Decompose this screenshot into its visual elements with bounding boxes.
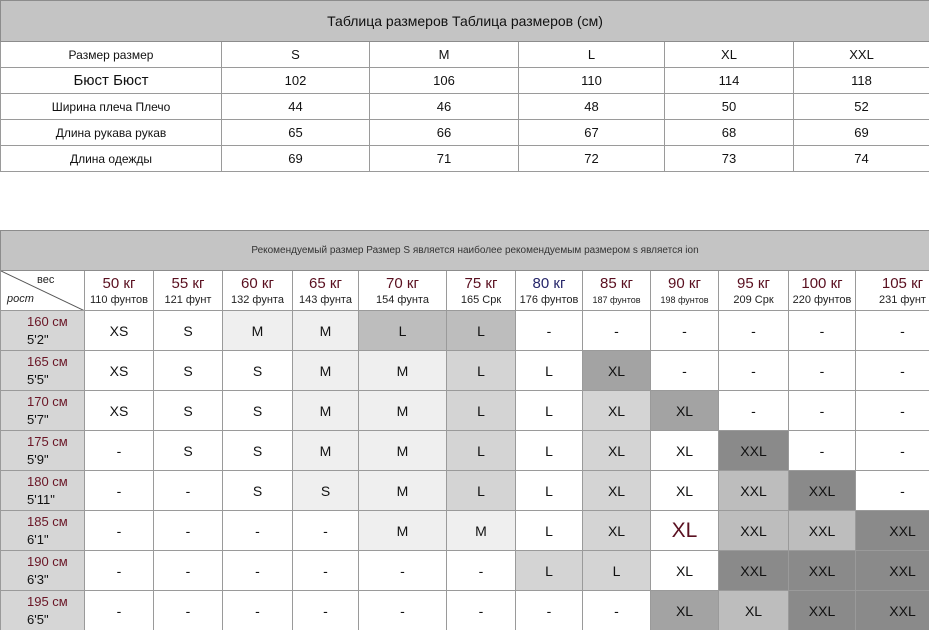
size-cell: S bbox=[223, 391, 293, 431]
size-cell: XL bbox=[651, 431, 719, 471]
size-cell: S bbox=[154, 431, 223, 471]
size-header-cell: M bbox=[370, 42, 519, 68]
size-cell: S bbox=[293, 471, 359, 511]
weight-kg: 95 кг bbox=[737, 275, 770, 292]
size-cell: XXL bbox=[719, 511, 789, 551]
recommendation-title: Рекомендуемый размер Размер S является наиболее рекомендуемым размером s является ion bbox=[1, 231, 929, 271]
size-cell: - bbox=[223, 591, 293, 630]
size-cell: - bbox=[293, 511, 359, 551]
measurement-row bbox=[1, 146, 929, 172]
size-cell: - bbox=[651, 351, 719, 391]
measurement-label: Длина рукава рукав bbox=[1, 120, 222, 146]
weight-kg: 105 кг bbox=[881, 275, 924, 292]
weight-header-cell bbox=[719, 271, 789, 311]
size-cell: XS bbox=[85, 351, 154, 391]
weight-header-row bbox=[1, 271, 929, 311]
size-cell: L bbox=[516, 511, 583, 551]
height-ft: 5'11" bbox=[27, 491, 55, 507]
size-cell: XS bbox=[85, 311, 154, 351]
measurement-value: 67 bbox=[519, 120, 665, 146]
size-cell: - bbox=[856, 391, 929, 431]
measurement-value: 102 bbox=[222, 68, 370, 94]
size-cell: - bbox=[154, 471, 223, 511]
size-cell: XXL bbox=[719, 471, 789, 511]
weight-kg: 90 кг bbox=[668, 275, 701, 292]
weight-lb: 209 Срк bbox=[733, 294, 774, 306]
size-cell: XL bbox=[651, 551, 719, 591]
weight-kg: 65 кг bbox=[309, 275, 342, 292]
size-cell: XXL bbox=[719, 551, 789, 591]
size-cell: M bbox=[447, 511, 516, 551]
measurement-label: Длина одежды bbox=[1, 146, 222, 172]
size-cell: L bbox=[447, 311, 516, 351]
height-row bbox=[1, 551, 929, 591]
height-cm: 170 см bbox=[27, 393, 68, 409]
size-cell: - bbox=[447, 591, 516, 630]
recommendation-title-row bbox=[1, 231, 929, 271]
size-chart-title-row bbox=[1, 1, 929, 42]
size-cell: - bbox=[85, 431, 154, 471]
size-cell: - bbox=[719, 351, 789, 391]
weight-header-cell bbox=[516, 271, 583, 311]
corner-cell bbox=[1, 271, 85, 311]
size-cell: L bbox=[516, 471, 583, 511]
size-cell: XXL bbox=[856, 511, 929, 551]
size-cell: L bbox=[516, 391, 583, 431]
weight-lb: 121 фунт bbox=[164, 294, 212, 306]
size-chart-header-row bbox=[1, 42, 929, 68]
size-cell: XL bbox=[583, 351, 651, 391]
size-cell: S bbox=[154, 391, 223, 431]
weight-lb: 198 фунтов bbox=[660, 295, 709, 305]
weight-lb: 220 фунтов bbox=[792, 294, 852, 306]
measurement-value: 118 bbox=[794, 68, 929, 94]
size-cell: M bbox=[359, 471, 447, 511]
measurement-value: 68 bbox=[665, 120, 794, 146]
height-header-cell bbox=[1, 391, 85, 431]
size-header-cell: S bbox=[222, 42, 370, 68]
size-chart-table bbox=[0, 0, 929, 172]
size-cell: - bbox=[359, 591, 447, 630]
size-cell: XL bbox=[719, 591, 789, 630]
size-cell: L bbox=[583, 551, 651, 591]
height-cm: 185 см bbox=[27, 513, 68, 529]
weight-header-cell bbox=[447, 271, 516, 311]
size-cell: - bbox=[789, 351, 856, 391]
size-cell: - bbox=[856, 351, 929, 391]
weight-lb: 165 Срк bbox=[460, 294, 502, 306]
weight-kg: 55 кг bbox=[171, 275, 205, 292]
measurement-value: 69 bbox=[794, 120, 929, 146]
weight-header-cell bbox=[154, 271, 223, 311]
measurement-value: 71 bbox=[370, 146, 519, 172]
weight-header-cell bbox=[856, 271, 929, 311]
height-row bbox=[1, 431, 929, 471]
size-cell: XXL bbox=[789, 591, 856, 630]
size-cell: L bbox=[516, 551, 583, 591]
size-header-cell: L bbox=[519, 42, 665, 68]
measurement-row bbox=[1, 68, 929, 94]
measurement-value: 65 bbox=[222, 120, 370, 146]
size-cell: L bbox=[447, 431, 516, 471]
height-header-cell bbox=[1, 471, 85, 511]
weight-kg: 75 кг bbox=[464, 275, 498, 292]
size-cell: XXL bbox=[789, 511, 856, 551]
height-axis-label: рост bbox=[7, 293, 34, 305]
measurement-value: 69 bbox=[222, 146, 370, 172]
weight-lb: 176 фунтов bbox=[519, 294, 579, 306]
measurement-value: 48 bbox=[519, 94, 665, 120]
size-cell: - bbox=[85, 591, 154, 630]
size-cell: - bbox=[293, 591, 359, 630]
height-ft: 6'1" bbox=[27, 531, 49, 547]
height-cm: 195 см bbox=[27, 593, 68, 609]
size-cell: XL bbox=[651, 391, 719, 431]
size-cell: XXL bbox=[856, 551, 929, 591]
size-cell: - bbox=[856, 471, 929, 511]
height-ft: 5'2" bbox=[27, 331, 49, 347]
size-recommendation-table bbox=[0, 230, 929, 630]
size-cell: - bbox=[789, 311, 856, 351]
height-header-cell bbox=[1, 431, 85, 471]
height-cm: 190 см bbox=[27, 553, 68, 569]
size-cell: - bbox=[651, 311, 719, 351]
weight-header-cell bbox=[583, 271, 651, 311]
size-cell: M bbox=[293, 431, 359, 471]
size-cell: L bbox=[516, 431, 583, 471]
size-cell: - bbox=[359, 551, 447, 591]
weight-lb: 187 фунтов bbox=[592, 295, 641, 305]
size-cell: - bbox=[85, 471, 154, 511]
weight-header-cell bbox=[85, 271, 154, 311]
weight-header-cell bbox=[293, 271, 359, 311]
measurement-value: 114 bbox=[665, 68, 794, 94]
size-cell: L bbox=[516, 351, 583, 391]
measurement-value: 73 bbox=[665, 146, 794, 172]
size-cell: - bbox=[85, 511, 154, 551]
size-header-cell: XXL bbox=[794, 42, 929, 68]
size-cell: XL bbox=[651, 591, 719, 630]
weight-kg: 50 кг bbox=[102, 275, 136, 292]
size-cell: L bbox=[447, 391, 516, 431]
measurement-value: 72 bbox=[519, 146, 665, 172]
weight-kg: 85 кг bbox=[600, 275, 633, 292]
weight-header-cell bbox=[223, 271, 293, 311]
height-ft: 5'7" bbox=[27, 411, 49, 427]
measurement-value: 52 bbox=[794, 94, 929, 120]
size-cell: - bbox=[154, 591, 223, 630]
height-ft: 6'5" bbox=[27, 611, 49, 627]
size-cell: L bbox=[447, 351, 516, 391]
height-ft: 6'3" bbox=[27, 571, 49, 587]
height-ft: 5'9" bbox=[27, 451, 49, 467]
size-cell: S bbox=[223, 471, 293, 511]
height-ft: 5'5" bbox=[27, 371, 49, 387]
size-cell: M bbox=[293, 351, 359, 391]
height-header-cell bbox=[1, 311, 85, 351]
size-cell: L bbox=[447, 471, 516, 511]
height-row bbox=[1, 391, 929, 431]
weight-header-cell bbox=[789, 271, 856, 311]
size-cell: M bbox=[359, 511, 447, 551]
height-row bbox=[1, 351, 929, 391]
weight-header-cell bbox=[359, 271, 447, 311]
size-cell: S bbox=[223, 351, 293, 391]
measurement-label: Ширина плеча Плечо bbox=[1, 94, 222, 120]
height-row bbox=[1, 311, 929, 351]
height-row bbox=[1, 591, 929, 630]
size-cell: - bbox=[719, 311, 789, 351]
size-cell: - bbox=[789, 431, 856, 471]
weight-kg: 70 кг bbox=[386, 275, 419, 292]
size-cell: XL bbox=[583, 431, 651, 471]
size-cell: - bbox=[719, 391, 789, 431]
measurement-value: 66 bbox=[370, 120, 519, 146]
size-cell: - bbox=[583, 591, 651, 630]
measurement-row bbox=[1, 94, 929, 120]
height-header-cell bbox=[1, 351, 85, 391]
size-cell: - bbox=[447, 551, 516, 591]
size-cell: XS bbox=[85, 391, 154, 431]
size-cell: XXL bbox=[719, 431, 789, 471]
size-cell: - bbox=[293, 551, 359, 591]
size-chart-title: Таблица размеров Таблица размеров (см) bbox=[1, 1, 929, 42]
size-cell: XXL bbox=[789, 471, 856, 511]
size-cell: - bbox=[583, 311, 651, 351]
height-header-cell bbox=[1, 591, 85, 630]
size-cell: - bbox=[223, 511, 293, 551]
size-cell: - bbox=[154, 551, 223, 591]
size-cell: XL bbox=[583, 391, 651, 431]
weight-kg: 60 кг bbox=[241, 275, 274, 292]
weight-lb: 231 фунт bbox=[879, 294, 926, 306]
size-cell: XL bbox=[583, 511, 651, 551]
size-cell: M bbox=[293, 391, 359, 431]
size-cell: - bbox=[856, 431, 929, 471]
size-cell: XXL bbox=[789, 551, 856, 591]
weight-kg: 100 кг bbox=[801, 275, 843, 292]
size-cell: M bbox=[293, 311, 359, 351]
height-row bbox=[1, 511, 929, 551]
size-cell: - bbox=[789, 391, 856, 431]
size-cell: - bbox=[85, 551, 154, 591]
measurement-value: 74 bbox=[794, 146, 929, 172]
measurement-label: Бюст Бюст bbox=[1, 68, 222, 94]
height-header-cell bbox=[1, 551, 85, 591]
measurement-value: 110 bbox=[519, 68, 665, 94]
weight-header-cell bbox=[651, 271, 719, 311]
size-cell: XL bbox=[651, 471, 719, 511]
height-cm: 175 см bbox=[27, 433, 68, 449]
size-cell: S bbox=[223, 431, 293, 471]
height-header-cell bbox=[1, 511, 85, 551]
size-header-cell: XL bbox=[665, 42, 794, 68]
size-cell: XXL bbox=[856, 591, 929, 630]
height-cm: 180 см bbox=[27, 473, 68, 489]
size-cell: - bbox=[516, 311, 583, 351]
size-cell: - bbox=[856, 311, 929, 351]
size-cell: - bbox=[516, 591, 583, 630]
size-label-header: Размер размер bbox=[1, 42, 222, 68]
size-cell: M bbox=[359, 391, 447, 431]
height-cm: 160 см bbox=[27, 313, 68, 329]
measurement-row bbox=[1, 120, 929, 146]
size-cell: S bbox=[154, 351, 223, 391]
size-cell: - bbox=[154, 511, 223, 551]
size-cell: L bbox=[359, 311, 447, 351]
weight-lb: 154 фунта bbox=[376, 294, 429, 306]
height-cm: 165 см bbox=[27, 353, 68, 369]
size-cell: S bbox=[154, 311, 223, 351]
measurement-value: 44 bbox=[222, 94, 370, 120]
weight-lb: 132 фунта bbox=[231, 294, 284, 306]
measurement-value: 106 bbox=[370, 68, 519, 94]
size-cell: - bbox=[223, 551, 293, 591]
measurement-value: 50 bbox=[665, 94, 794, 120]
size-cell: M bbox=[359, 351, 447, 391]
weight-lb: 110 фунтов bbox=[90, 294, 148, 306]
size-cell: M bbox=[359, 431, 447, 471]
weight-lb: 143 фунта bbox=[299, 294, 352, 306]
size-cell: XL bbox=[583, 471, 651, 511]
height-row bbox=[1, 471, 929, 511]
weight-kg: 80 кг bbox=[532, 275, 566, 292]
weight-axis-label: вес bbox=[37, 274, 55, 286]
measurement-value: 46 bbox=[370, 94, 519, 120]
size-cell: XL bbox=[651, 511, 719, 551]
size-cell: M bbox=[223, 311, 293, 351]
